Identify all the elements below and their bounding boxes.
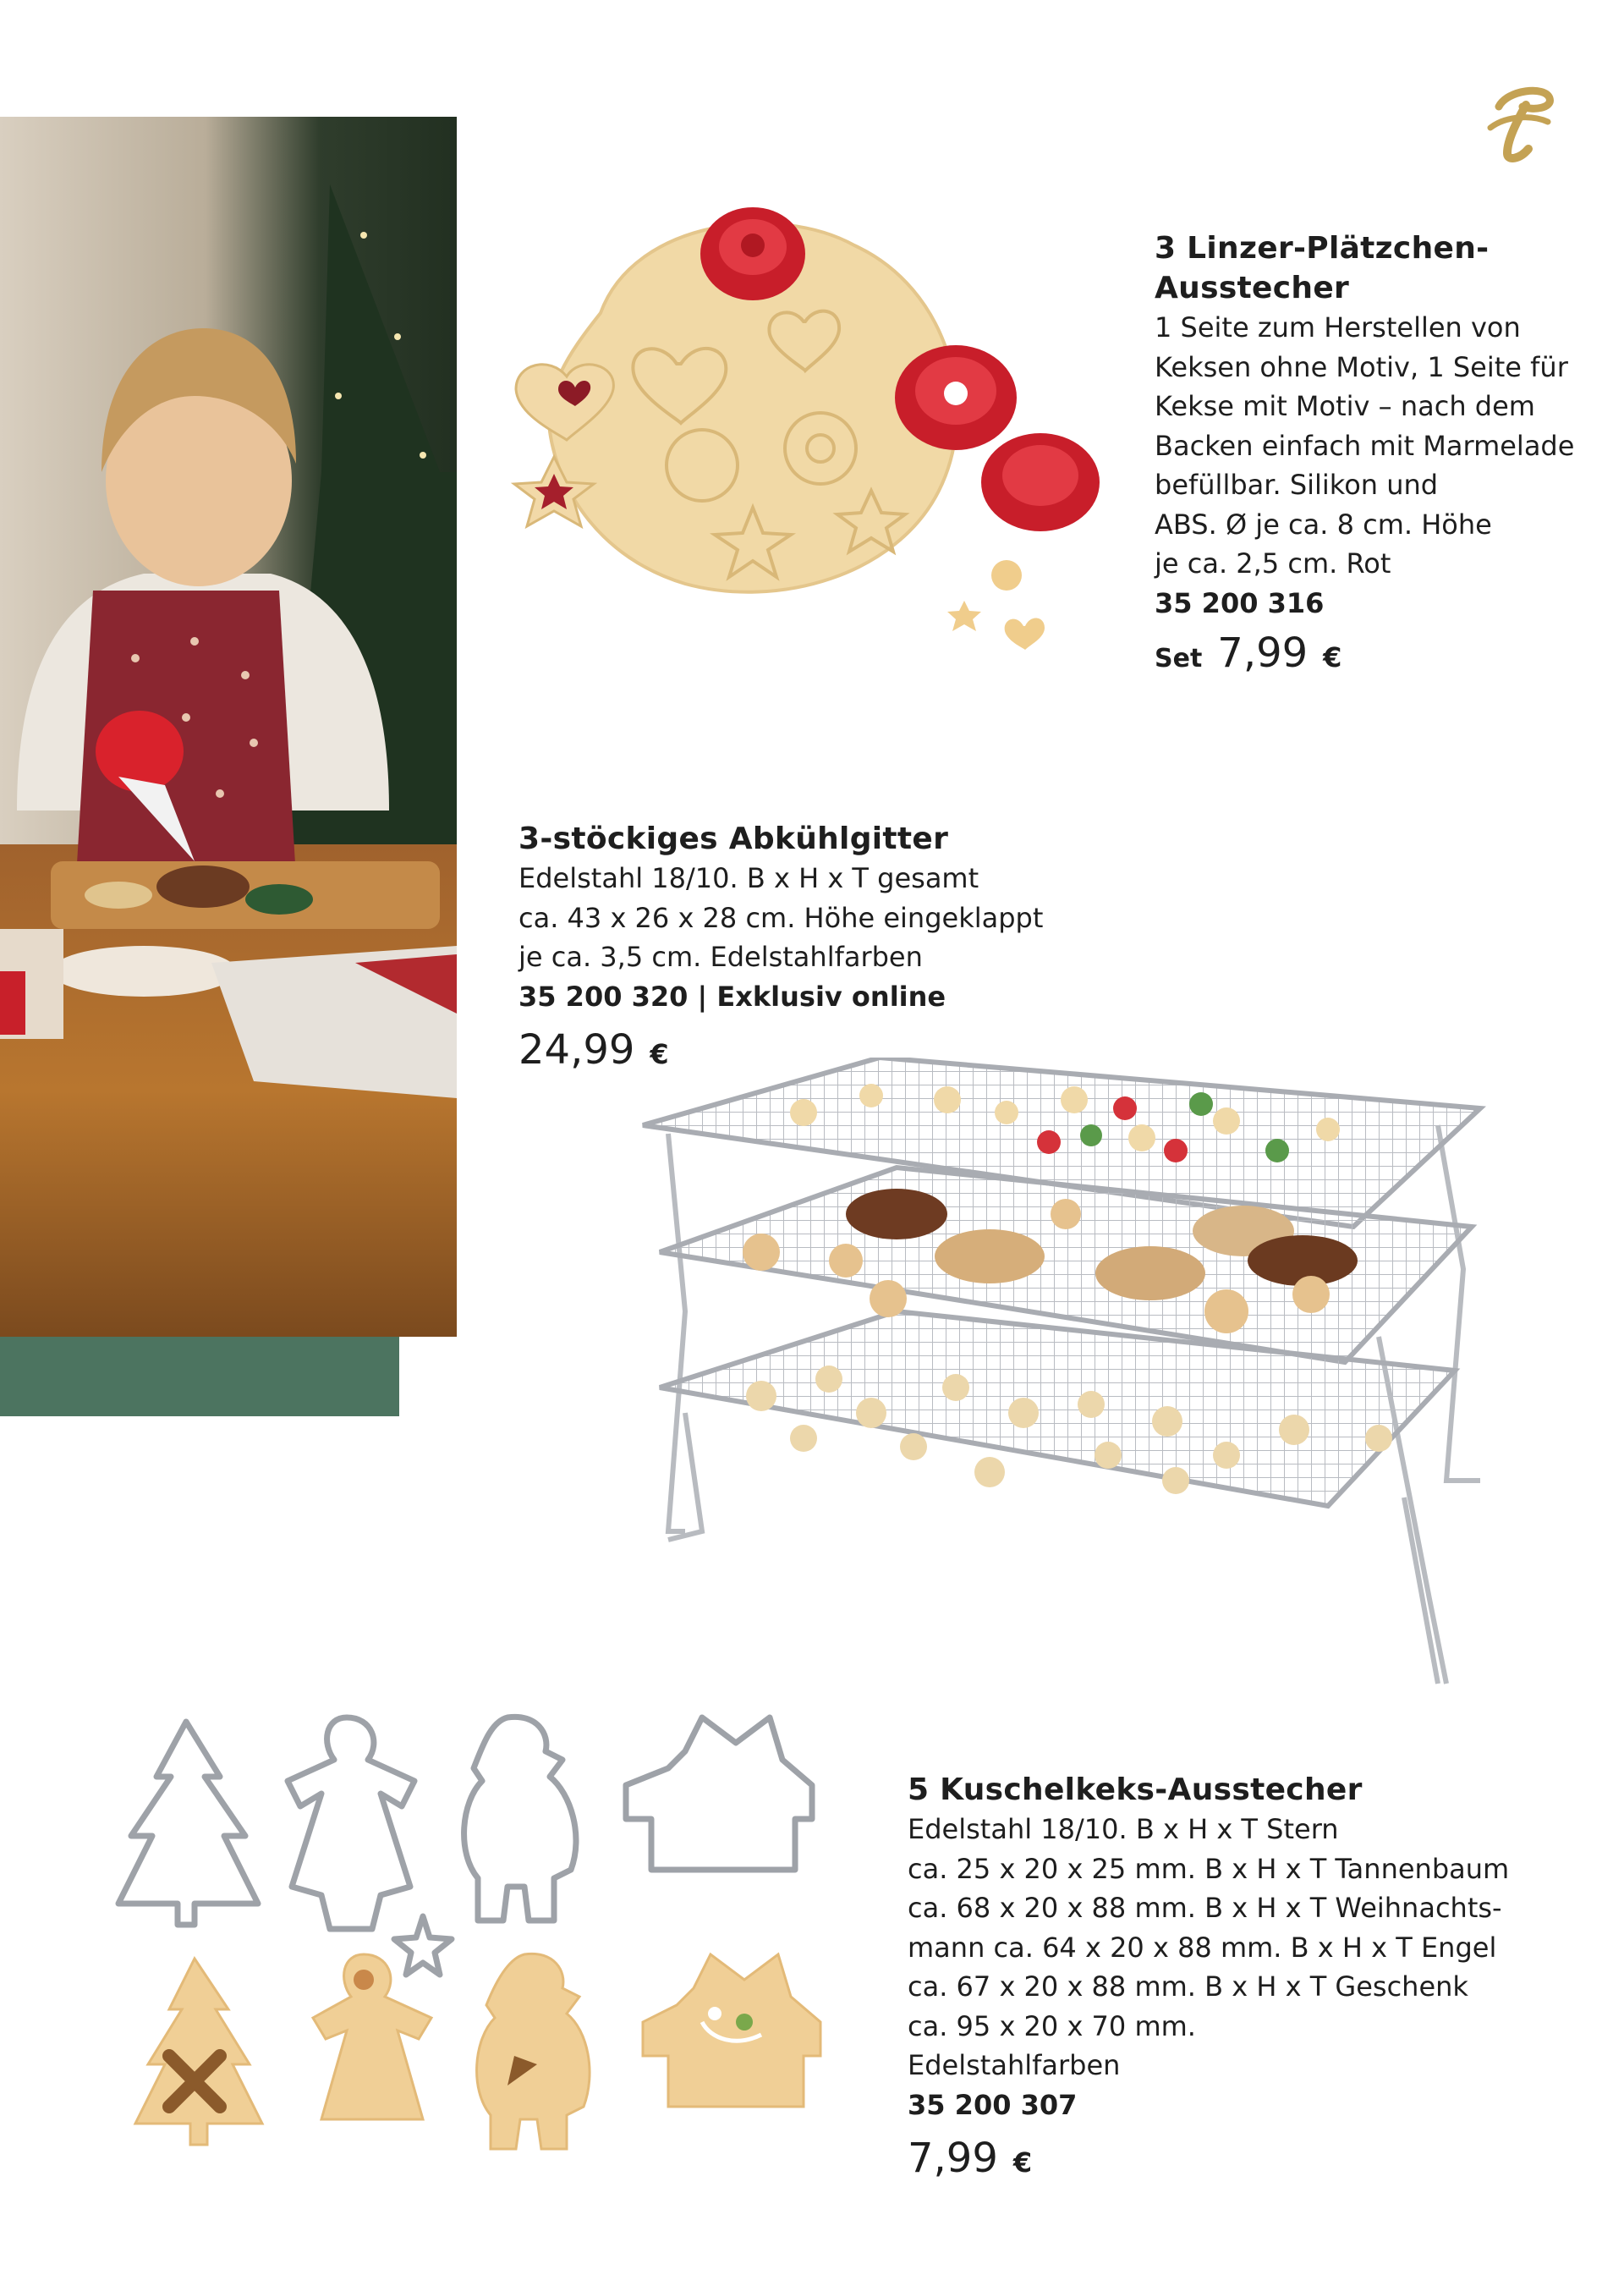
price-currency: € (1323, 640, 1342, 673)
product-kuschelkeks (908, 1770, 1584, 2184)
product-title-line: 3 Linzer-Plätzchen- (1155, 231, 1490, 266)
description-line: ca. 67 x 20 x 88 mm. B x H x T Geschenk (908, 1970, 1468, 2003)
description-line: ca. 95 x 20 x 70 mm. (908, 2009, 1196, 2042)
description-line: mann ca. 64 x 20 x 88 mm. B x H x T Engel (908, 1931, 1497, 1964)
cooling-rack-image (634, 1058, 1497, 1701)
price-value: 7,99 (1217, 629, 1309, 677)
cooling-rack-illustration (634, 1058, 1497, 1701)
linzer-cutters-illustration (499, 186, 1116, 660)
product-cooling-rack (518, 819, 1161, 1075)
price-unit: Set (1155, 643, 1203, 673)
product-description (908, 1810, 1584, 2085)
price-row (908, 2133, 1584, 2184)
description-line: Edelstahl 18/10. B x H x T Stern (908, 1813, 1339, 1845)
product-title (1155, 228, 1611, 308)
photo-illustration (0, 117, 457, 1337)
price-currency: € (650, 1037, 669, 1070)
description-line: 1 Seite zum Herstellen von (1155, 311, 1521, 343)
kuschelkeks-cutters-illustration (110, 1701, 837, 2157)
description-line: Edelstahlfarben (908, 2049, 1121, 2081)
price-value: 24,99 (518, 1025, 635, 1074)
accent-band (0, 1337, 399, 1416)
description-line: Backen einfach mit Marmelade (1155, 429, 1575, 462)
product-title-line: Ausstecher (1155, 271, 1350, 305)
product-linzer (1155, 228, 1611, 679)
article-number: 35 200 320 | Exklusiv online (518, 980, 946, 1013)
brand-logo (1482, 81, 1558, 166)
description-line: ca. 25 x 20 x 25 mm. B x H x T Tannenbaum (908, 1852, 1510, 1885)
price-currency: € (1012, 2146, 1033, 2179)
article-number: 35 200 316 (1155, 586, 1325, 619)
product-title: 5 Kuschelkeks-Ausstecher (908, 1772, 1363, 1807)
girl-decorating-cookies-photo (0, 117, 457, 1337)
linzer-cutters-image (499, 186, 1116, 660)
price-row (1155, 628, 1611, 679)
kuschelkeks-cutters-image (110, 1701, 837, 2157)
description-line: befüllbar. Silikon und (1155, 469, 1439, 501)
description-line: je ca. 3,5 cm. Edelstahlfarben (518, 941, 923, 973)
description-line: je ca. 2,5 cm. Rot (1155, 547, 1391, 580)
brand-logo-icon (1482, 81, 1558, 166)
product-description (518, 859, 1161, 977)
description-line: ca. 43 x 26 x 28 cm. Höhe eingeklappt (518, 901, 1044, 934)
description-line: Keksen ohne Motiv, 1 Seite für (1155, 350, 1568, 383)
price-value: 7,99 (908, 2134, 998, 2182)
product-title: 3-stöckiges Abkühlgitter (518, 822, 949, 856)
article-number: 35 200 307 (908, 2088, 1078, 2121)
description-line: Kekse mit Motiv – nach dem (1155, 390, 1535, 422)
product-description (1155, 308, 1611, 584)
description-line: ABS. Ø je ca. 8 cm. Höhe (1155, 508, 1492, 541)
description-line: ca. 68 x 20 x 88 mm. B x H x T Weihnachts- (908, 1892, 1502, 1924)
description-line: Edelstahl 18/10. B x H x T gesamt (518, 862, 979, 894)
